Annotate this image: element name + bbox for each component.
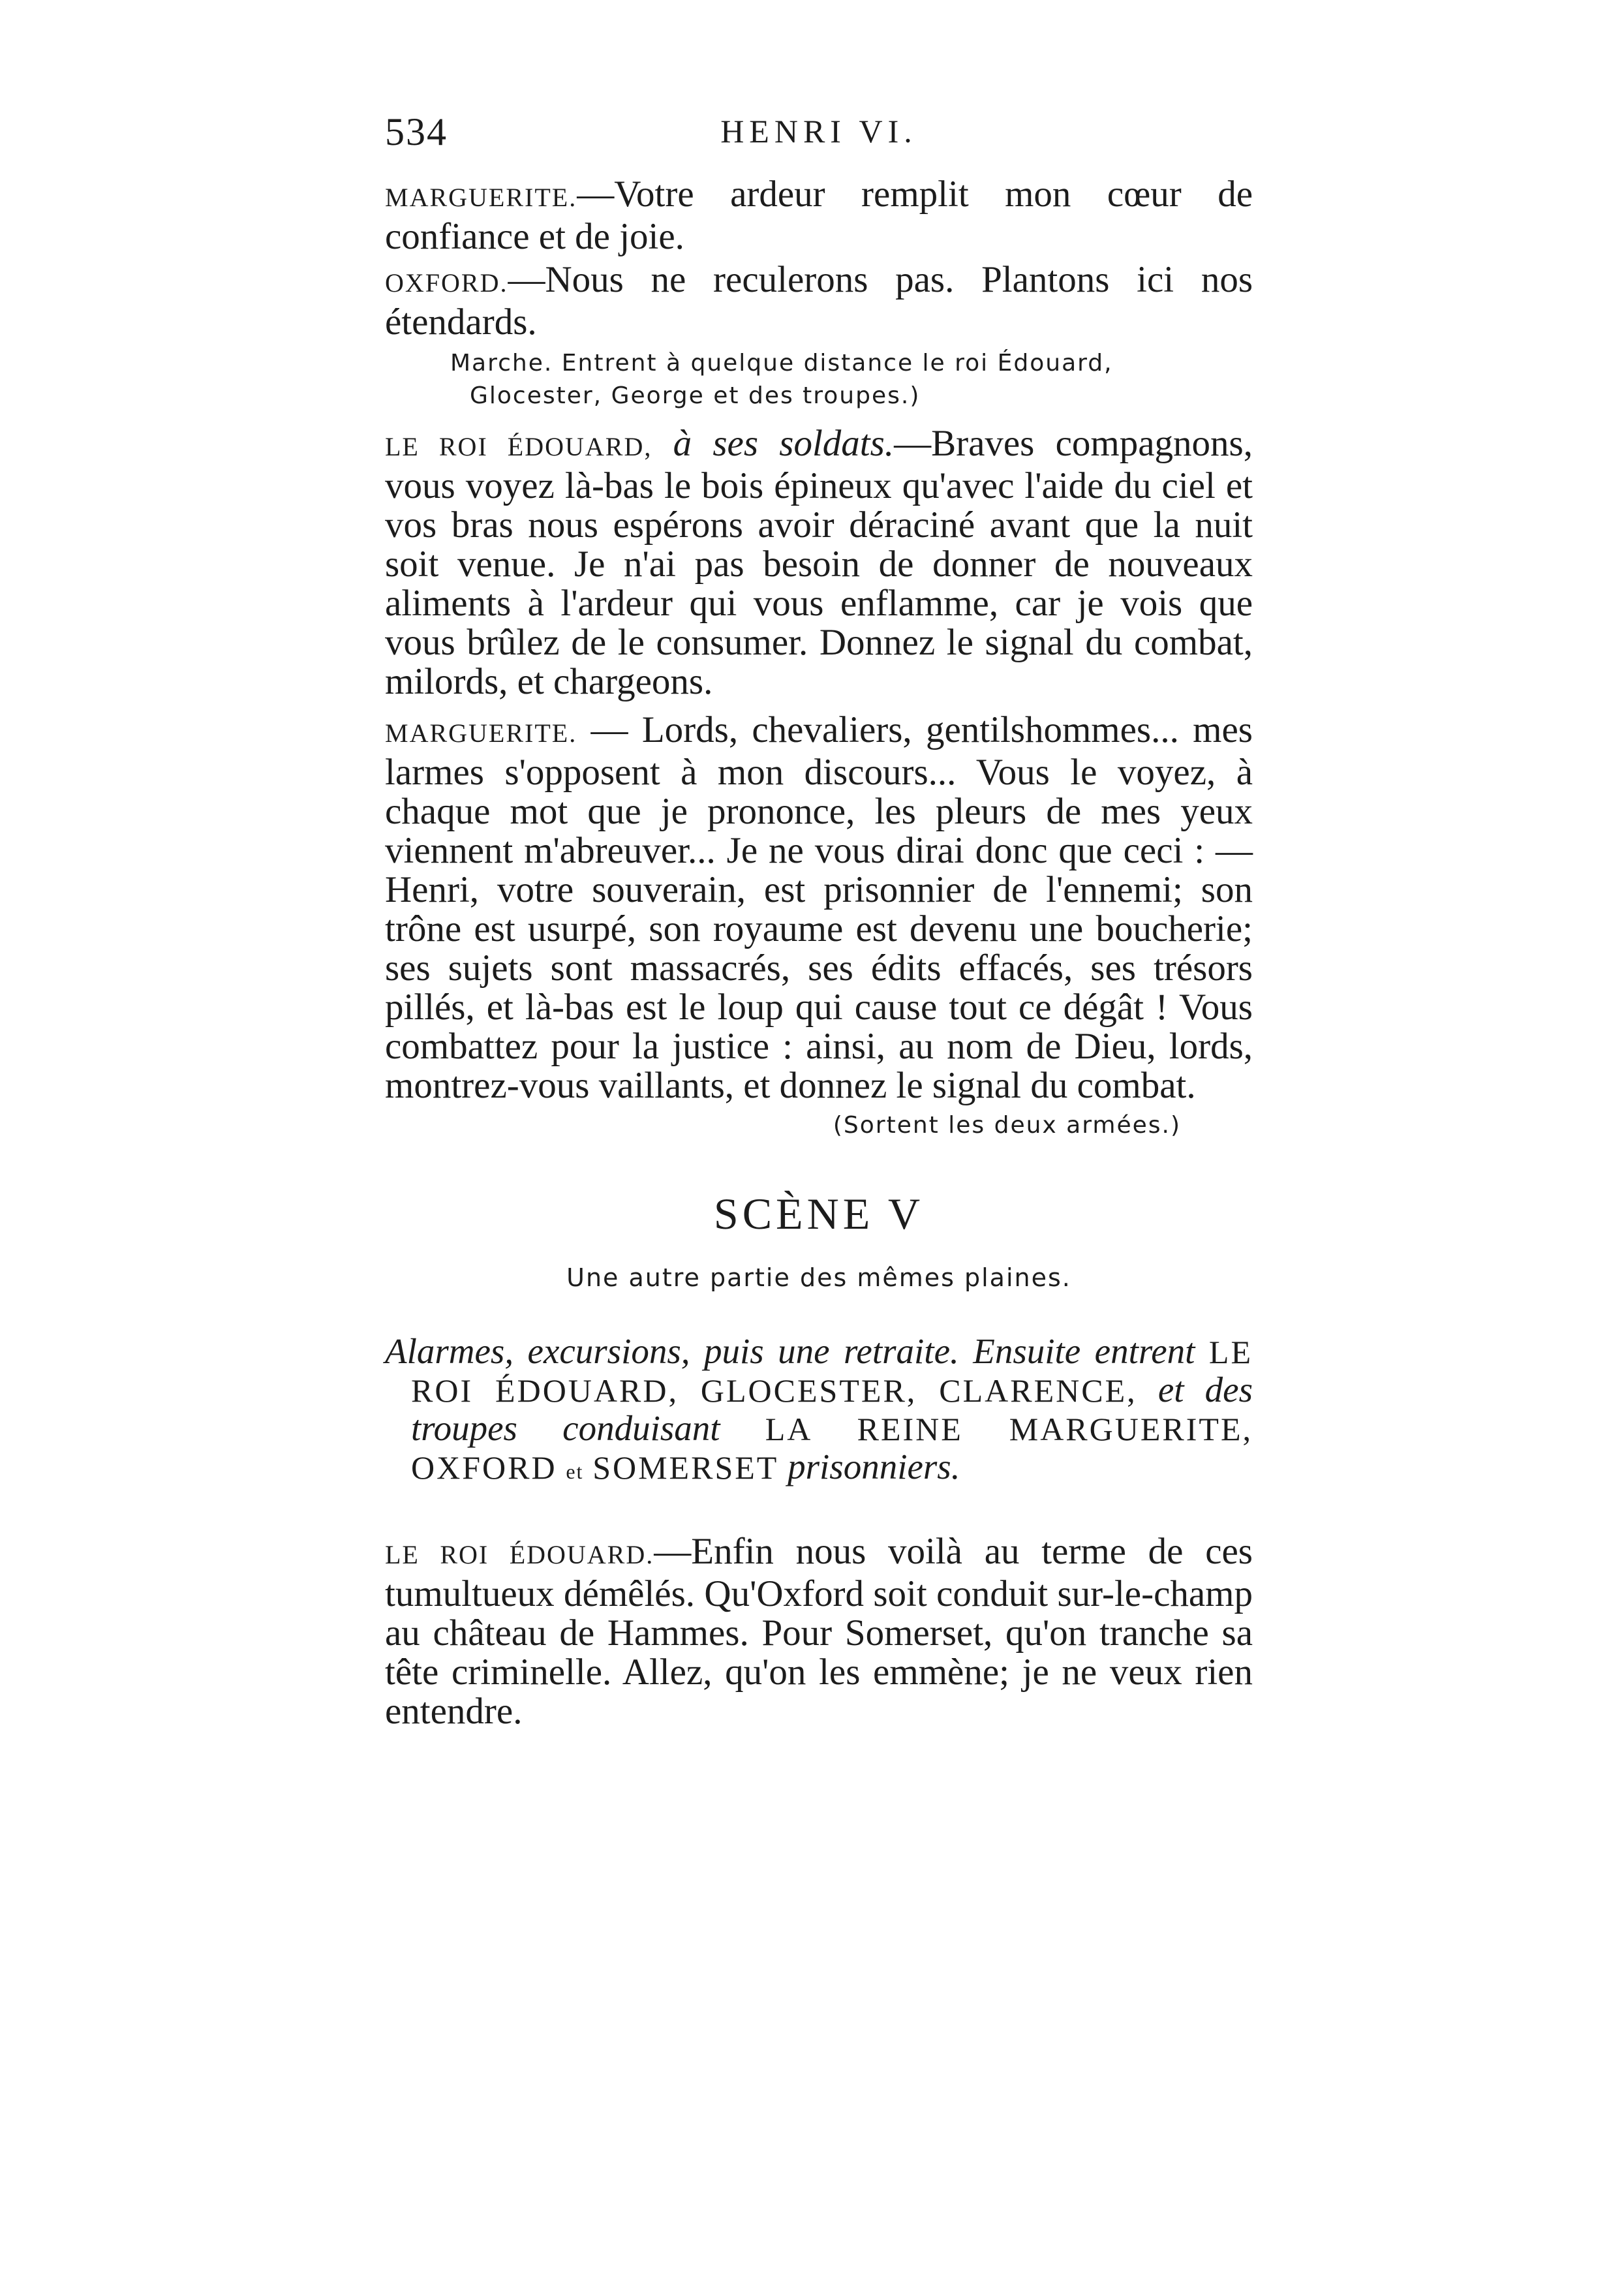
speaker-direction: à ses soldats. [673, 423, 895, 464]
scene-direction-part3: prisonniers. [788, 1447, 960, 1486]
speech-edouard-2 [385, 1532, 1253, 1731]
page-header [385, 110, 1253, 162]
page-number: 534 [385, 110, 448, 153]
scene-direction-characters-1: LE ROI ÉDOUARD, GLOCESTER, CLARENCE, [411, 1334, 1253, 1409]
speech-marguerite-2 [385, 711, 1253, 1105]
scene-direction-and: et [566, 1460, 584, 1483]
scene-direction-part1: Alarmes, excursions, puis une retraite. Ensuite entrent [385, 1331, 1195, 1371]
speech-edouard-1 [385, 424, 1253, 701]
speech-text: —Nous ne reculerons pas. Plantons ici nos étendards. [385, 259, 1253, 343]
scene-direction-characters-3: SOMERSET [592, 1449, 779, 1486]
main-text [385, 175, 1253, 1731]
scene-location: Une autre partie des mêmes plaines. [566, 1263, 1071, 1292]
scene-direction-part2: et des troupes conduisant [411, 1370, 1253, 1448]
speaker-name: MARGUERITE. [385, 183, 577, 212]
scene-direction-characters-2: LA REINE MARGUERITE, OXFORD [411, 1411, 1253, 1486]
speaker-name: LE ROI ÉDOUARD, [385, 432, 652, 461]
speech-text: —Braves compagnons, vous voyez là-bas le bois épineux qu'avec l'aide du ciel et vos bras nous espérons avoir déraciné avant que la nuit soit venue. Je n'ai pas besoin de donner de nouveaux aliments à l'ardeur qui vous enflamme, car je vois que vous brûlez de le consumer. Donnez le signal du combat, milords, et chargeons. [385, 423, 1253, 702]
speech-text: —Enfin nous voilà au terme de ces tumultueux démêlés. Qu'Oxford soit conduit sur-le-champ au château de Hammes. Pour Somerset, qu'on tranche sa tête criminelle. Allez, qu'on les emmène; je ne veux rien entendre. [385, 1531, 1253, 1732]
stage-direction-exit: (Sortent les deux armées.) [833, 1112, 1181, 1139]
stage-direction-march: Marche. Entrent à quelque distance le roi Édouard, Glocester, George et des troupes.) [450, 350, 1113, 409]
scene-title: SCÈNE V [713, 1189, 925, 1239]
speaker-name: OXFORD. [385, 268, 508, 298]
speech-text: — Lords, chevaliers, gentilshommes... mes larmes s'opposent à mon discours... Vous le voyez, à chaque mot que je prononce, les pleurs de mes yeux viennent m'abreuver... Je ne vous dirai donc que ceci : —Henri, votre souverain, est prisonnier de l'ennemi; son trône est usurpé, son royaume est devenu une boucherie; ses sujets sont massacrés, ses édits effacés, ses trésors pillés, et là-bas est le loup qui cause tout ce dégât ! Vous combattez pour la justice : ainsi, au nom de Dieu, lords, montrez-vous vaillants, et donnez le signal du combat. [385, 709, 1253, 1106]
speaker-name: LE ROI ÉDOUARD. [385, 1540, 654, 1569]
speech-oxford [385, 260, 1253, 342]
speaker-name: MARGUERITE. [385, 718, 577, 748]
scene-direction [385, 1332, 1253, 1490]
speech-marguerite-1 [385, 175, 1253, 256]
running-title: HENRI VI. [720, 113, 917, 149]
speech-text: —Votre ardeur remplit mon cœur de confiance et de joie. [385, 174, 1253, 257]
